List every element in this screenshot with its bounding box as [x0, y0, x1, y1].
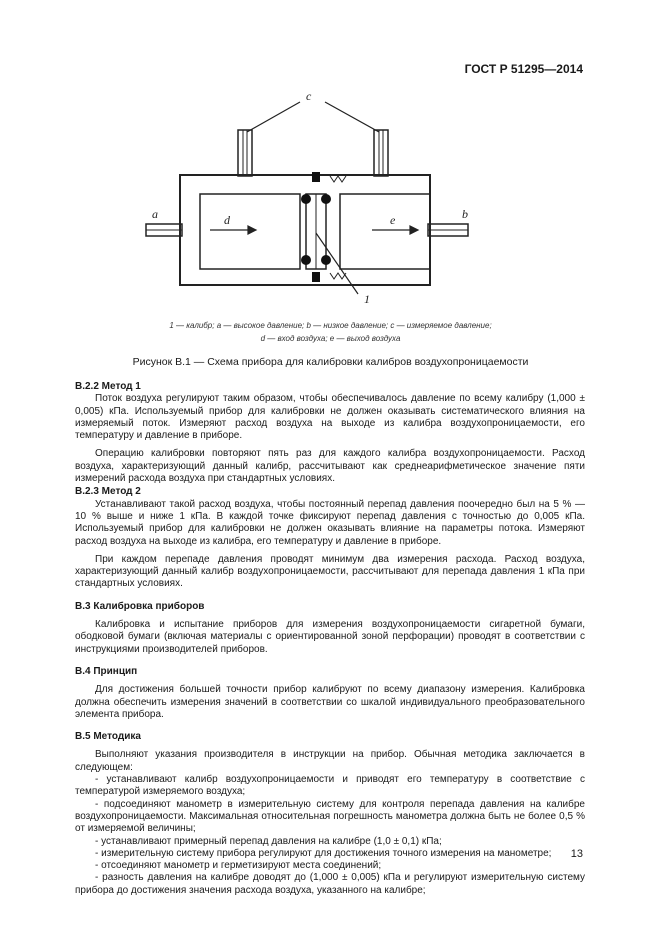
- page-number: 13: [570, 848, 583, 860]
- list-item: - устанавливают примерный перепад давления на калибре (1,0 ± 0,1) кПа;: [95, 835, 442, 847]
- paragraph: Устанавливают такой расход воздуха, чтобы постоянный перепад давления поочередно был на 5 % — 10 % выше и ниже 1 кПа. В каждой точке фиксируют перепад давления с точностью до 0,005 кПа. Используемый прибор для калибровки не должен оказывать влияние на параметры потока. Измеряют расход воздуха на выходе из калибра, его температуру и давление в приборе.: [75, 498, 585, 547]
- calibration-apparatus-diagram: [120, 88, 540, 313]
- paragraph: Операцию калибровки повторяют пять раз для каждого калибра воздухопроницаемости. Расход воздуха, характеризующий данный калибр, рассчитывают как среднеарифметическое значение пяти измерений расхода воздуха при стандартных условиях.: [75, 448, 585, 485]
- figure-legend-line2: d — вход воздуха; e — выход воздуха: [260, 334, 401, 343]
- document-code: ГОСТ Р 51295—2014: [464, 62, 583, 76]
- paragraph: Калибровка и испытание приборов для измерения воздухопроницаемости сигаретной бумаги, ободковой бумаги (включая материалы с ориентированной зоной перфорации) проводят в соответствии с инструкциями производителей приборов.: [75, 619, 585, 655]
- list-item: - подсоединяют манометр в измерительную систему для контроля перепада давления на калибре воздухопроницаемости. Максимальная относительная погрешность манометра должна быть не более 0,5 % от измеряемой величины;: [75, 798, 585, 835]
- section-title: В.2.3 Метод 2: [75, 486, 141, 498]
- section-title: В.4 Принцип: [75, 665, 138, 677]
- list-item: - устанавливают калибр воздухопроницаемости и приводят его температуру в соответствие с температурой измеряемого воздуха;: [75, 774, 585, 798]
- label-d: d: [224, 213, 230, 227]
- list-item: - измерительную систему прибора регулируют для достижения точного измерения на манометре;: [95, 847, 552, 859]
- paragraph: При каждом перепаде давления проводят минимум два измерения расхода. Расход воздуха, характеризующий данный калибр воздухопроницаемости, рассчитывают для перепада давления 1 кПа при стандартных условиях.: [75, 553, 585, 590]
- label-b: b: [462, 207, 468, 221]
- paragraph: Для достижения большей точности прибор калибруют по всему диапазону измерения. Калибровка должна обеспечить измерения значений в соответствии со шкалой индивидуального преобразовательного элемента прибора.: [75, 684, 585, 720]
- label-c: c: [306, 89, 312, 103]
- list-item: - разность давления на калибре доводят до (1,000 ± 0,005) кПа и регулируют измерительную систему прибора до достижения значения расхода воздуха, указанного на калибре;: [75, 872, 585, 896]
- section-title: В.5 Методика: [75, 731, 141, 743]
- label-a: a: [152, 207, 158, 221]
- figure-legend-line1: 1 — калибр; a — высокое давление; b — низкое давление; c — измеряемое давление;: [169, 321, 492, 330]
- list-item: - отсоединяют манометр и герметизируют места соединений;: [95, 860, 382, 872]
- figure-caption: Рисунок В.1 — Схема прибора для калибровки калибров воздухопроницаемости: [132, 356, 529, 368]
- label-e: e: [390, 213, 396, 227]
- section-title: В.2.2 Метод 1: [75, 381, 141, 392]
- section-title: В.3 Калибровка приборов: [75, 600, 205, 612]
- document-body: [75, 380, 585, 897]
- left-tap: [238, 130, 252, 176]
- paragraph: Выполняют указания производителя в инструкции на прибор. Обычная методика заключается в следующем:: [75, 749, 585, 773]
- label-1: 1: [364, 292, 370, 306]
- right-tap: [374, 130, 388, 176]
- right-chamber: [340, 194, 430, 269]
- paragraph: Поток воздуха регулируют таким образом, чтобы обеспечивалось давление по всему калибру (1,000 ± 0,005) кПа. Используемый прибор для калибровки не должен оказывать систематического влияния на измеряемый поток. Измеряют расход воздуха на выходе из калибра воздухопроницаемости, его температуру и давление в приборе.: [75, 393, 585, 442]
